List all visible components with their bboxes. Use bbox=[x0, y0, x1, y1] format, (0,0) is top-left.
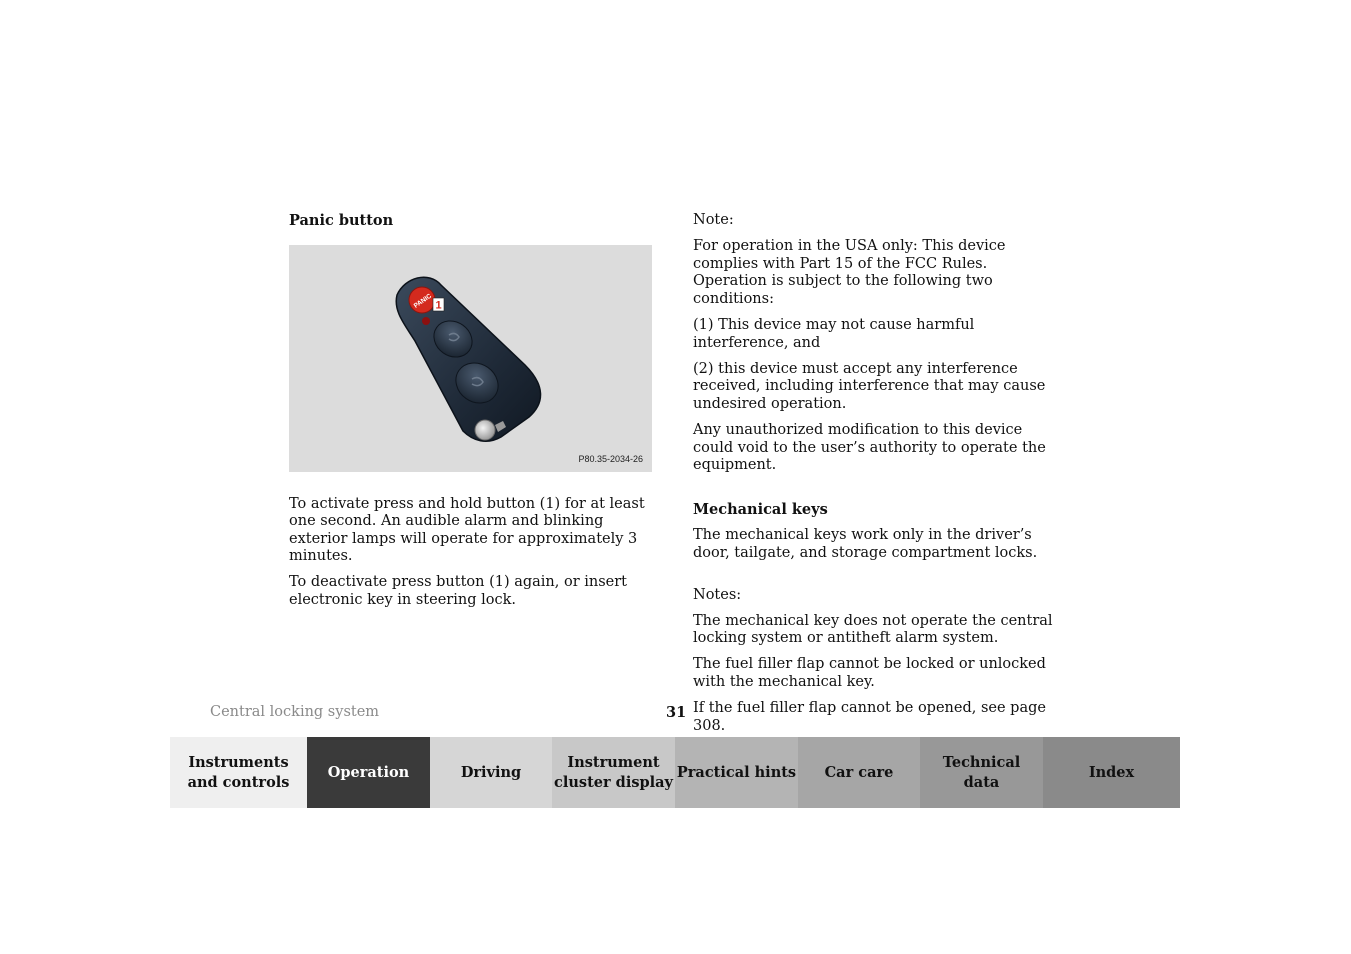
panic-label: PANIC bbox=[412, 292, 433, 310]
deactivate-paragraph: To deactivate press button (1) again, or insert electronic key in steering lock. bbox=[289, 574, 628, 609]
note-label: Note: bbox=[693, 212, 734, 228]
mechanical-keys-paragraph: The mechanical keys work only in the driver’s door, tailgate, and storage compartment locks. bbox=[693, 527, 1038, 561]
tab-practical-hints[interactable]: Practical hints bbox=[675, 737, 798, 808]
modification-paragraph: Any unauthorized modification to this device could void to the user’s authority to operate the equipment. bbox=[693, 421, 1046, 474]
figure-code: P80.35-2034-26 bbox=[578, 454, 643, 464]
key-fob-illustration bbox=[289, 245, 652, 472]
activate-paragraph: To activate press and hold button (1) for at least one second. An audible alarm and blinking exterior lamps will operate for approximately 3 minutes. bbox=[289, 495, 645, 565]
callout-number: 1 bbox=[435, 299, 442, 312]
notes-label: Notes: bbox=[693, 586, 742, 603]
chapter-nav bbox=[170, 737, 1180, 808]
mechanical-keys-heading: Mechanical keys bbox=[693, 500, 828, 518]
right-column bbox=[693, 212, 1065, 744]
page-number: 31 bbox=[666, 704, 687, 721]
condition-2-paragraph: (2) this device must accept any interference received, including interference that may cause undesired operation. bbox=[693, 360, 1046, 412]
fuel-flap-lock-note: The fuel filler flap cannot be locked or unlocked with the mechanical key. bbox=[693, 656, 1046, 690]
key-fob-figure bbox=[289, 245, 652, 472]
fuel-flap-page-note: If the fuel filler flap cannot be opened, see page 308. bbox=[693, 699, 1046, 734]
tab-instruments-and-controls[interactable]: Instruments and controls bbox=[170, 737, 307, 808]
tab-index[interactable]: Index bbox=[1043, 737, 1180, 808]
tab-technical-data[interactable]: Technical data bbox=[920, 737, 1043, 808]
condition-1-paragraph: (1) This device may not cause harmful interference, and bbox=[693, 316, 975, 351]
central-locking-note: The mechanical key does not operate the central locking system or antitheft alarm system. bbox=[693, 612, 1053, 647]
tab-operation[interactable]: Operation bbox=[307, 737, 430, 808]
fcc-paragraph: For operation in the USA only: This device complies with Part 15 of the FCC Rules. Operation is subject to the following two conditions: bbox=[693, 238, 1006, 307]
section-title: Central locking system bbox=[210, 704, 380, 720]
panic-button-heading: Panic button bbox=[289, 212, 394, 229]
tab-car-care[interactable]: Car care bbox=[798, 737, 920, 808]
tab-driving[interactable]: Driving bbox=[430, 737, 552, 808]
tab-instrument-cluster-display[interactable]: Instrument cluster display bbox=[552, 737, 675, 808]
left-column bbox=[289, 212, 655, 618]
